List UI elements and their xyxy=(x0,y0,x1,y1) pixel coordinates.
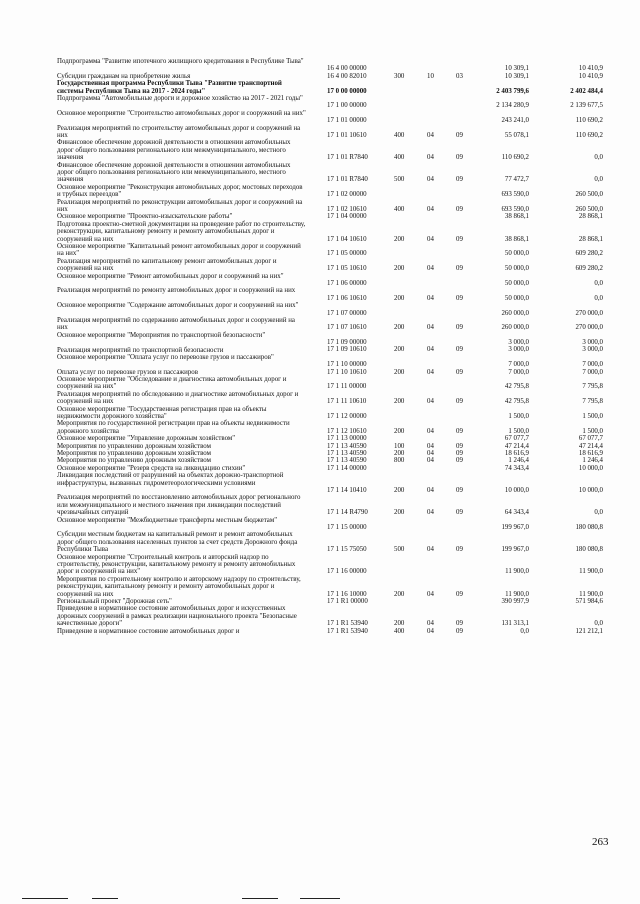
target-code: 17 1 10 00000 xyxy=(327,361,367,369)
table-row xyxy=(0,258,640,273)
row-name: Подготовка проектно-сметной документации на проведение работ по строительству, реконструкции, капитальному ремонту и ремонту автомобильных дорог и сооружений на них xyxy=(57,220,306,243)
footer-rule xyxy=(300,898,340,899)
amount-year-2: 110 690,2 xyxy=(575,117,603,125)
amount-year-2: 18 616,9 xyxy=(578,450,603,458)
row-name: Субсидии гражданам на приобретение жилья xyxy=(57,72,191,80)
table-row xyxy=(0,494,640,516)
amount-year-1: 10 309,1 xyxy=(504,72,529,80)
target-code: 17 1 15 75050 xyxy=(327,546,367,554)
amount-year-2: 609 280,2 xyxy=(575,250,603,258)
amount-year-1: 38 868,1 xyxy=(504,235,529,243)
subsection: 09 xyxy=(456,176,463,184)
amount-year-1: 693 590,0 xyxy=(501,191,529,199)
amount-year-1: 243 241,0 xyxy=(501,117,529,125)
amount-year-2: 1 246,4 xyxy=(582,457,603,465)
table-row xyxy=(0,199,640,214)
table-row xyxy=(0,420,640,435)
table-row xyxy=(0,162,640,184)
table-row xyxy=(0,213,640,220)
amount-year-2: 0,0 xyxy=(594,176,603,184)
row-name: Основное мероприятие "Мероприятия по транспортной безопасности" xyxy=(57,331,266,339)
table-row xyxy=(0,465,640,472)
row-name: Финансовое обеспечение дорожной деятельности в отношении автомобильных дорог общего пользования регионального или межмуниципального, местного значения xyxy=(57,161,291,184)
amount-year-2: 10 410,9 xyxy=(578,72,603,80)
target-code: 17 1 12 10610 xyxy=(327,427,367,435)
amount-year-1: 0,0 xyxy=(520,627,529,635)
table-row xyxy=(0,457,640,464)
subsection: 09 xyxy=(456,398,463,406)
section: 04 xyxy=(427,131,434,139)
target-code: 16 4 00 00000 xyxy=(327,65,367,73)
amount-year-2: 270 000,0 xyxy=(575,324,603,332)
section: 04 xyxy=(427,265,434,273)
target-code: 16 4 00 82010 xyxy=(327,72,367,80)
row-name: Реализация мероприятий по восстановлению автомобильных дорог регионального или межмуниципального и местного значения при ликвидации последствий чрезвычайных ситуаций xyxy=(57,494,301,517)
amount-year-2: 0,0 xyxy=(594,620,603,628)
row-name: Основное мероприятие "Обследование и диагностика автомобильных дорог и сооружений на них" xyxy=(57,376,287,391)
table-row xyxy=(0,554,640,576)
amount-year-1: 55 078,1 xyxy=(504,131,529,139)
amount-year-1: 50 000,0 xyxy=(504,250,529,258)
subsection: 09 xyxy=(456,235,463,243)
subsection: 09 xyxy=(456,324,463,332)
target-code: 17 1 16 00000 xyxy=(327,568,367,576)
amount-year-1: 199 967,0 xyxy=(501,546,529,554)
expense-type: 200 xyxy=(394,265,405,273)
target-code: 17 1 02 00000 xyxy=(327,191,367,199)
row-name: Реализация мероприятий по транспортной безопасности xyxy=(57,346,224,354)
amount-year-2: 121 212,1 xyxy=(575,627,603,635)
row-name: Региональный проект "Дорожная сеть" xyxy=(57,597,172,605)
amount-year-2: 0,0 xyxy=(594,279,603,287)
row-name: Основное мероприятие "Оплата услуг по перевозке грузов и пассажиров" xyxy=(57,353,274,361)
table-row xyxy=(0,450,640,457)
table-row xyxy=(0,184,640,199)
table-row xyxy=(0,243,640,258)
amount-year-1: 11 900,0 xyxy=(505,590,529,598)
target-code: 17 1 01 R7840 xyxy=(327,154,368,162)
subsection: 09 xyxy=(456,294,463,302)
section: 04 xyxy=(427,294,434,302)
target-code: 17 1 R1 53940 xyxy=(327,620,368,628)
row-name: Основное мероприятие "Резерв средств на ликвидацию стихии" xyxy=(57,464,246,472)
amount-year-1: 42 795,8 xyxy=(504,398,529,406)
subsection: 09 xyxy=(456,205,463,213)
target-code: 17 1 16 10000 xyxy=(327,590,367,598)
section: 04 xyxy=(427,346,434,354)
expense-type: 400 xyxy=(394,205,405,213)
expense-type: 400 xyxy=(394,627,405,635)
amount-year-2: 0,0 xyxy=(594,509,603,517)
amount-year-2: 0,0 xyxy=(594,154,603,162)
subsection: 09 xyxy=(456,427,463,435)
subsection: 03 xyxy=(456,72,463,80)
amount-year-2: 3 000,0 xyxy=(582,346,603,354)
target-code: 17 1 04 10610 xyxy=(327,235,367,243)
table-row xyxy=(0,376,640,391)
amount-year-2: 1 500,0 xyxy=(582,413,603,421)
table-row xyxy=(0,435,640,442)
amount-year-1: 7 000,0 xyxy=(508,368,529,376)
amount-year-1: 110 690,2 xyxy=(501,154,529,162)
amount-year-1: 11 900,0 xyxy=(505,568,529,576)
subsection: 09 xyxy=(456,620,463,628)
target-code: 17 1 R1 53940 xyxy=(327,627,368,635)
table-row xyxy=(0,287,640,302)
amount-year-2: 67 077,7 xyxy=(578,435,603,443)
target-code: 17 1 09 10610 xyxy=(327,346,367,354)
target-code: 17 1 14 R4790 xyxy=(327,509,368,517)
target-code: 17 1 11 10610 xyxy=(327,398,367,406)
amount-year-2: 7 000,0 xyxy=(582,361,603,369)
expense-type: 200 xyxy=(394,590,405,598)
amount-year-1: 1 500,0 xyxy=(508,413,529,421)
subsection: 09 xyxy=(456,450,463,458)
amount-year-2: 1 500,0 xyxy=(582,427,603,435)
row-name: Оплата услуг по перевозке грузов и пассажиров xyxy=(57,368,198,376)
amount-year-1: 64 343,4 xyxy=(504,509,529,517)
amount-year-2: 260 500,0 xyxy=(575,191,603,199)
table-row xyxy=(0,517,640,532)
row-name: Основное мероприятие "Межбюджетные трансферты местным бюджетам" xyxy=(57,516,278,524)
amount-year-2: 11 900,0 xyxy=(579,568,603,576)
target-code: 17 1 14 00000 xyxy=(327,464,367,472)
row-name: Финансовое обеспечение дорожной деятельности в отношении автомобильных дорог общего пользования регионального или межмуниципального, местного значения xyxy=(57,139,291,162)
target-code: 17 1 07 00000 xyxy=(327,309,367,317)
row-name: Основное мероприятие "Реконструкция автомобильных дорог, мостовых переходов и трубных переездов" xyxy=(57,183,303,199)
footer-rule xyxy=(92,898,118,899)
expense-type: 200 xyxy=(394,427,405,435)
amount-year-1: 38 868,1 xyxy=(504,213,529,221)
table-row xyxy=(0,73,640,80)
section: 04 xyxy=(427,154,434,162)
table-row xyxy=(0,125,640,140)
amount-year-1: 260 000,0 xyxy=(501,309,529,317)
subsection: 09 xyxy=(456,265,463,273)
table-row xyxy=(0,139,640,161)
row-name: Реализация мероприятий по строительству автомобильных дорог и сооружений на них xyxy=(57,124,301,139)
row-name: Ликвидация последствий от разрушений на объектах дорожно-транспортной инфраструктуры, вызванных гидрометеорологическими условиями xyxy=(57,472,284,487)
section: 04 xyxy=(427,487,434,494)
amount-year-1: 2 403 799,6 xyxy=(496,87,529,95)
budget-table xyxy=(0,58,640,635)
expense-type: 200 xyxy=(394,450,405,458)
row-name: Основное мероприятие "Проектно-изыскательские работы" xyxy=(57,213,233,221)
table-row xyxy=(0,531,640,553)
amount-year-2: 3 000,0 xyxy=(582,339,603,347)
target-code: 17 1 12 00000 xyxy=(327,413,367,421)
target-code: 17 1 01 00000 xyxy=(327,117,367,125)
amount-year-2: 2 402 484,4 xyxy=(570,87,603,95)
target-code: 17 1 13 40590 xyxy=(327,450,367,458)
row-name: Основное мероприятие "Содержание автомобильных дорог и сооружений на них" xyxy=(57,302,299,310)
target-code: 17 1 R1 00000 xyxy=(327,597,368,605)
amount-year-1: 3 000,0 xyxy=(508,346,529,354)
target-code: 17 1 07 10610 xyxy=(327,324,367,332)
amount-year-1: 42 795,8 xyxy=(504,383,529,391)
row-name: Государственная программа Республики Тыва "Развитие транспортной системы Республики Тыва на 2017 - 2024 годы" xyxy=(57,80,282,95)
row-name: Основное мероприятие "Строительство автомобильных дорог и сооружений на них" xyxy=(57,109,306,117)
table-row xyxy=(0,576,640,598)
table-row xyxy=(0,302,640,317)
row-name: Мероприятия по управлению дорожным хозяйством xyxy=(57,442,211,450)
row-name: Основное мероприятие "Капитальный ремонт автомобильных дорог и сооружений на них" xyxy=(57,242,301,258)
row-name: Основное мероприятие "Управление дорожным хозяйством" xyxy=(57,435,236,443)
target-code: 17 1 01 10610 xyxy=(327,131,367,139)
section: 04 xyxy=(427,235,434,243)
expense-type: 500 xyxy=(394,176,405,184)
subsection: 09 xyxy=(456,487,463,494)
target-code: 17 1 06 00000 xyxy=(327,279,367,287)
section: 04 xyxy=(427,590,434,598)
amount-year-2: 7 795,8 xyxy=(582,398,603,406)
table-row xyxy=(0,80,640,95)
table-row xyxy=(0,369,640,376)
amount-year-1: 18 616,9 xyxy=(504,450,529,458)
row-name: Основное мероприятие "Ремонт автомобильных дорог и сооружений на них" xyxy=(57,272,284,280)
table-row xyxy=(0,406,640,421)
target-code: 17 1 14 10410 xyxy=(327,487,367,494)
subsection: 09 xyxy=(456,131,463,139)
table-row xyxy=(0,472,640,494)
subsection: 09 xyxy=(456,154,463,162)
row-name: Мероприятия по управлению дорожным хозяйством xyxy=(57,457,211,465)
target-code: 17 1 13 00000 xyxy=(327,435,367,443)
target-code: 17 1 13 40590 xyxy=(327,442,367,450)
row-name: Субсидии местным бюджетам на капитальный ремонт и ремонт автомобильных дорог общего пользования населенных пунктов за счет средств Дорожного фонда Республики Тыва xyxy=(57,531,298,554)
expense-type: 200 xyxy=(394,346,405,354)
amount-year-1: 2 134 280,9 xyxy=(496,102,529,110)
target-code: 17 1 10 10610 xyxy=(327,368,367,376)
expense-type: 100 xyxy=(394,442,405,450)
section: 04 xyxy=(427,627,434,635)
amount-year-2: 10 000,0 xyxy=(578,464,603,472)
amount-year-1: 390 997,9 xyxy=(501,597,529,605)
amount-year-2: 0,0 xyxy=(594,294,603,302)
target-code: 17 0 00 00000 xyxy=(327,87,367,95)
table-row xyxy=(0,317,640,332)
expense-type: 200 xyxy=(394,294,405,302)
table-row xyxy=(0,605,640,627)
amount-year-2: 110 690,2 xyxy=(575,131,603,139)
amount-year-1: 199 967,0 xyxy=(501,523,529,531)
target-code: 17 1 05 10610 xyxy=(327,265,367,273)
expense-type: 200 xyxy=(394,368,405,376)
amount-year-2: 270 000,0 xyxy=(575,309,603,317)
target-code: 17 1 13 40590 xyxy=(327,457,367,465)
expense-type: 400 xyxy=(394,154,405,162)
amount-year-1: 1 500,0 xyxy=(508,427,529,435)
amount-year-2: 260 500,0 xyxy=(575,205,603,213)
section: 04 xyxy=(427,176,434,184)
table-row xyxy=(0,221,640,243)
amount-year-1: 74 343,4 xyxy=(504,464,529,472)
row-name: Приведение в нормативное состояние автомобильных дорог и xyxy=(57,627,240,635)
expense-type: 200 xyxy=(394,324,405,332)
expense-type: 200 xyxy=(394,235,405,243)
row-name: Реализация мероприятий по капитальному ремонт автомобильных дорог и сооружений на них xyxy=(57,257,277,273)
table-row xyxy=(0,332,640,347)
target-code: 17 1 01 R7840 xyxy=(327,176,368,184)
amount-year-2: 7 795,8 xyxy=(582,383,603,391)
table-row xyxy=(0,110,640,125)
amount-year-2: 11 900,0 xyxy=(579,590,603,598)
row-name: Мероприятия по строительному контролю и авторскому надзору по строительству, реконструкции, капитальному ремонту и ремонту автомобильных дорог и сооружений на них xyxy=(57,575,301,598)
expense-type: 800 xyxy=(394,457,405,465)
row-name: Реализация мероприятий по реконструкции автомобильных дорог и сооружений на них xyxy=(57,198,303,213)
amount-year-1: 260 000,0 xyxy=(501,324,529,332)
amount-year-1: 131 313,1 xyxy=(501,620,529,628)
amount-year-1: 50 000,0 xyxy=(504,294,529,302)
section: 04 xyxy=(427,398,434,406)
table-row xyxy=(0,354,640,369)
subsection: 09 xyxy=(456,368,463,376)
table-row xyxy=(0,273,640,288)
footer-rule xyxy=(22,898,68,899)
expense-type: 500 xyxy=(394,546,405,554)
expense-type: 200 xyxy=(394,509,405,517)
amount-year-1: 10 000,0 xyxy=(504,487,529,494)
table-row xyxy=(0,347,640,354)
table-row xyxy=(0,598,640,605)
target-code: 17 1 02 10610 xyxy=(327,205,367,213)
row-name: Мероприятия по государственной регистрации прав на объекты недвижимости дорожного хозяйства xyxy=(57,420,290,435)
page-number: 263 xyxy=(592,836,609,848)
expense-type: 200 xyxy=(394,620,405,628)
amount-year-1: 10 309,1 xyxy=(504,65,529,73)
amount-year-1: 693 590,0 xyxy=(501,205,529,213)
footer-rule xyxy=(242,898,278,899)
row-name: Мероприятия по управлению дорожным хозяйством xyxy=(57,450,211,458)
row-name: Подпрограмма "Развитие ипотечного жилищного кредитования в Республике Тыва" xyxy=(57,58,304,65)
subsection: 09 xyxy=(456,509,463,517)
target-code: 17 1 06 10610 xyxy=(327,294,367,302)
row-name: Приведение в нормативное состояние автомобильных дорог и искусственных дорожных сооружений в рамках реализации национального проекта "Безопасные качественные дороги" xyxy=(57,605,297,628)
section: 04 xyxy=(427,620,434,628)
subsection: 09 xyxy=(456,546,463,554)
table-row xyxy=(0,58,640,73)
section: 04 xyxy=(427,324,434,332)
table-row xyxy=(0,391,640,406)
amount-year-2: 180 080,8 xyxy=(575,523,603,531)
section: 04 xyxy=(427,427,434,435)
row-name: Реализация мероприятий по обследованию и диагностике автомобильных дорог и сооружений на них xyxy=(57,390,299,406)
amount-year-2: 47 214,4 xyxy=(578,442,603,450)
table-row xyxy=(0,443,640,450)
table-row xyxy=(0,628,640,635)
amount-year-1: 77 472,7 xyxy=(504,176,529,184)
amount-year-2: 180 080,8 xyxy=(575,546,603,554)
amount-year-2: 609 280,2 xyxy=(575,265,603,273)
amount-year-2: 28 868,1 xyxy=(578,235,603,243)
expense-type: 400 xyxy=(394,131,405,139)
section: 04 xyxy=(427,442,434,450)
subsection: 09 xyxy=(456,590,463,598)
amount-year-2: 10 410,9 xyxy=(578,65,603,73)
amount-year-2: 10 000,0 xyxy=(578,487,603,494)
expense-type: 300 xyxy=(394,72,405,80)
target-code: 17 1 11 00000 xyxy=(327,383,367,391)
row-name: Реализация мероприятий по содержанию автомобильных дорог и сооружений на них xyxy=(57,316,295,332)
section: 04 xyxy=(427,205,434,213)
row-name: Подпрограмма "Автомобильные дороги и дорожное хозяйство на 2017 - 2021 годы" xyxy=(57,94,303,102)
section: 04 xyxy=(427,509,434,517)
amount-year-1: 7 000,0 xyxy=(508,361,529,369)
amount-year-2: 7 000,0 xyxy=(582,368,603,376)
amount-year-1: 67 077,7 xyxy=(504,435,529,443)
expense-type: 200 xyxy=(394,487,405,494)
target-code: 17 1 05 00000 xyxy=(327,250,367,258)
row-name: Основное мероприятие "Государственная регистрация прав на объекты недвижимости дорожного хозяйства" xyxy=(57,405,267,421)
amount-year-2: 571 984,6 xyxy=(575,597,603,605)
subsection: 09 xyxy=(456,627,463,635)
subsection: 09 xyxy=(456,442,463,450)
row-name: Основное мероприятие "Строительный контроль и авторский надзор по строительству, реконструкции, капитальному ремонту и ремонту автомобильных дорог и сооружений на них" xyxy=(57,553,296,576)
target-code: 17 1 15 00000 xyxy=(327,523,367,531)
row-name: Реализация мероприятий по ремонту автомобильных дорог и сооружений на них xyxy=(57,287,296,295)
target-code: 17 1 00 00000 xyxy=(327,102,367,110)
section: 04 xyxy=(427,457,434,465)
amount-year-1: 50 000,0 xyxy=(504,265,529,273)
section: 04 xyxy=(427,546,434,554)
target-code: 17 1 09 00000 xyxy=(327,339,367,347)
subsection: 09 xyxy=(456,457,463,465)
expense-type: 200 xyxy=(394,398,405,406)
amount-year-2: 2 139 677,5 xyxy=(570,102,603,110)
amount-year-1: 1 246,4 xyxy=(508,457,529,465)
amount-year-1: 3 000,0 xyxy=(508,339,529,347)
amount-year-1: 50 000,0 xyxy=(504,279,529,287)
section: 04 xyxy=(427,450,434,458)
section: 04 xyxy=(427,368,434,376)
target-code: 17 1 04 00000 xyxy=(327,213,367,221)
amount-year-2: 28 868,1 xyxy=(578,213,603,221)
subsection: 09 xyxy=(456,346,463,354)
table-row xyxy=(0,95,640,110)
section: 10 xyxy=(427,72,434,80)
amount-year-1: 47 214,4 xyxy=(504,442,529,450)
